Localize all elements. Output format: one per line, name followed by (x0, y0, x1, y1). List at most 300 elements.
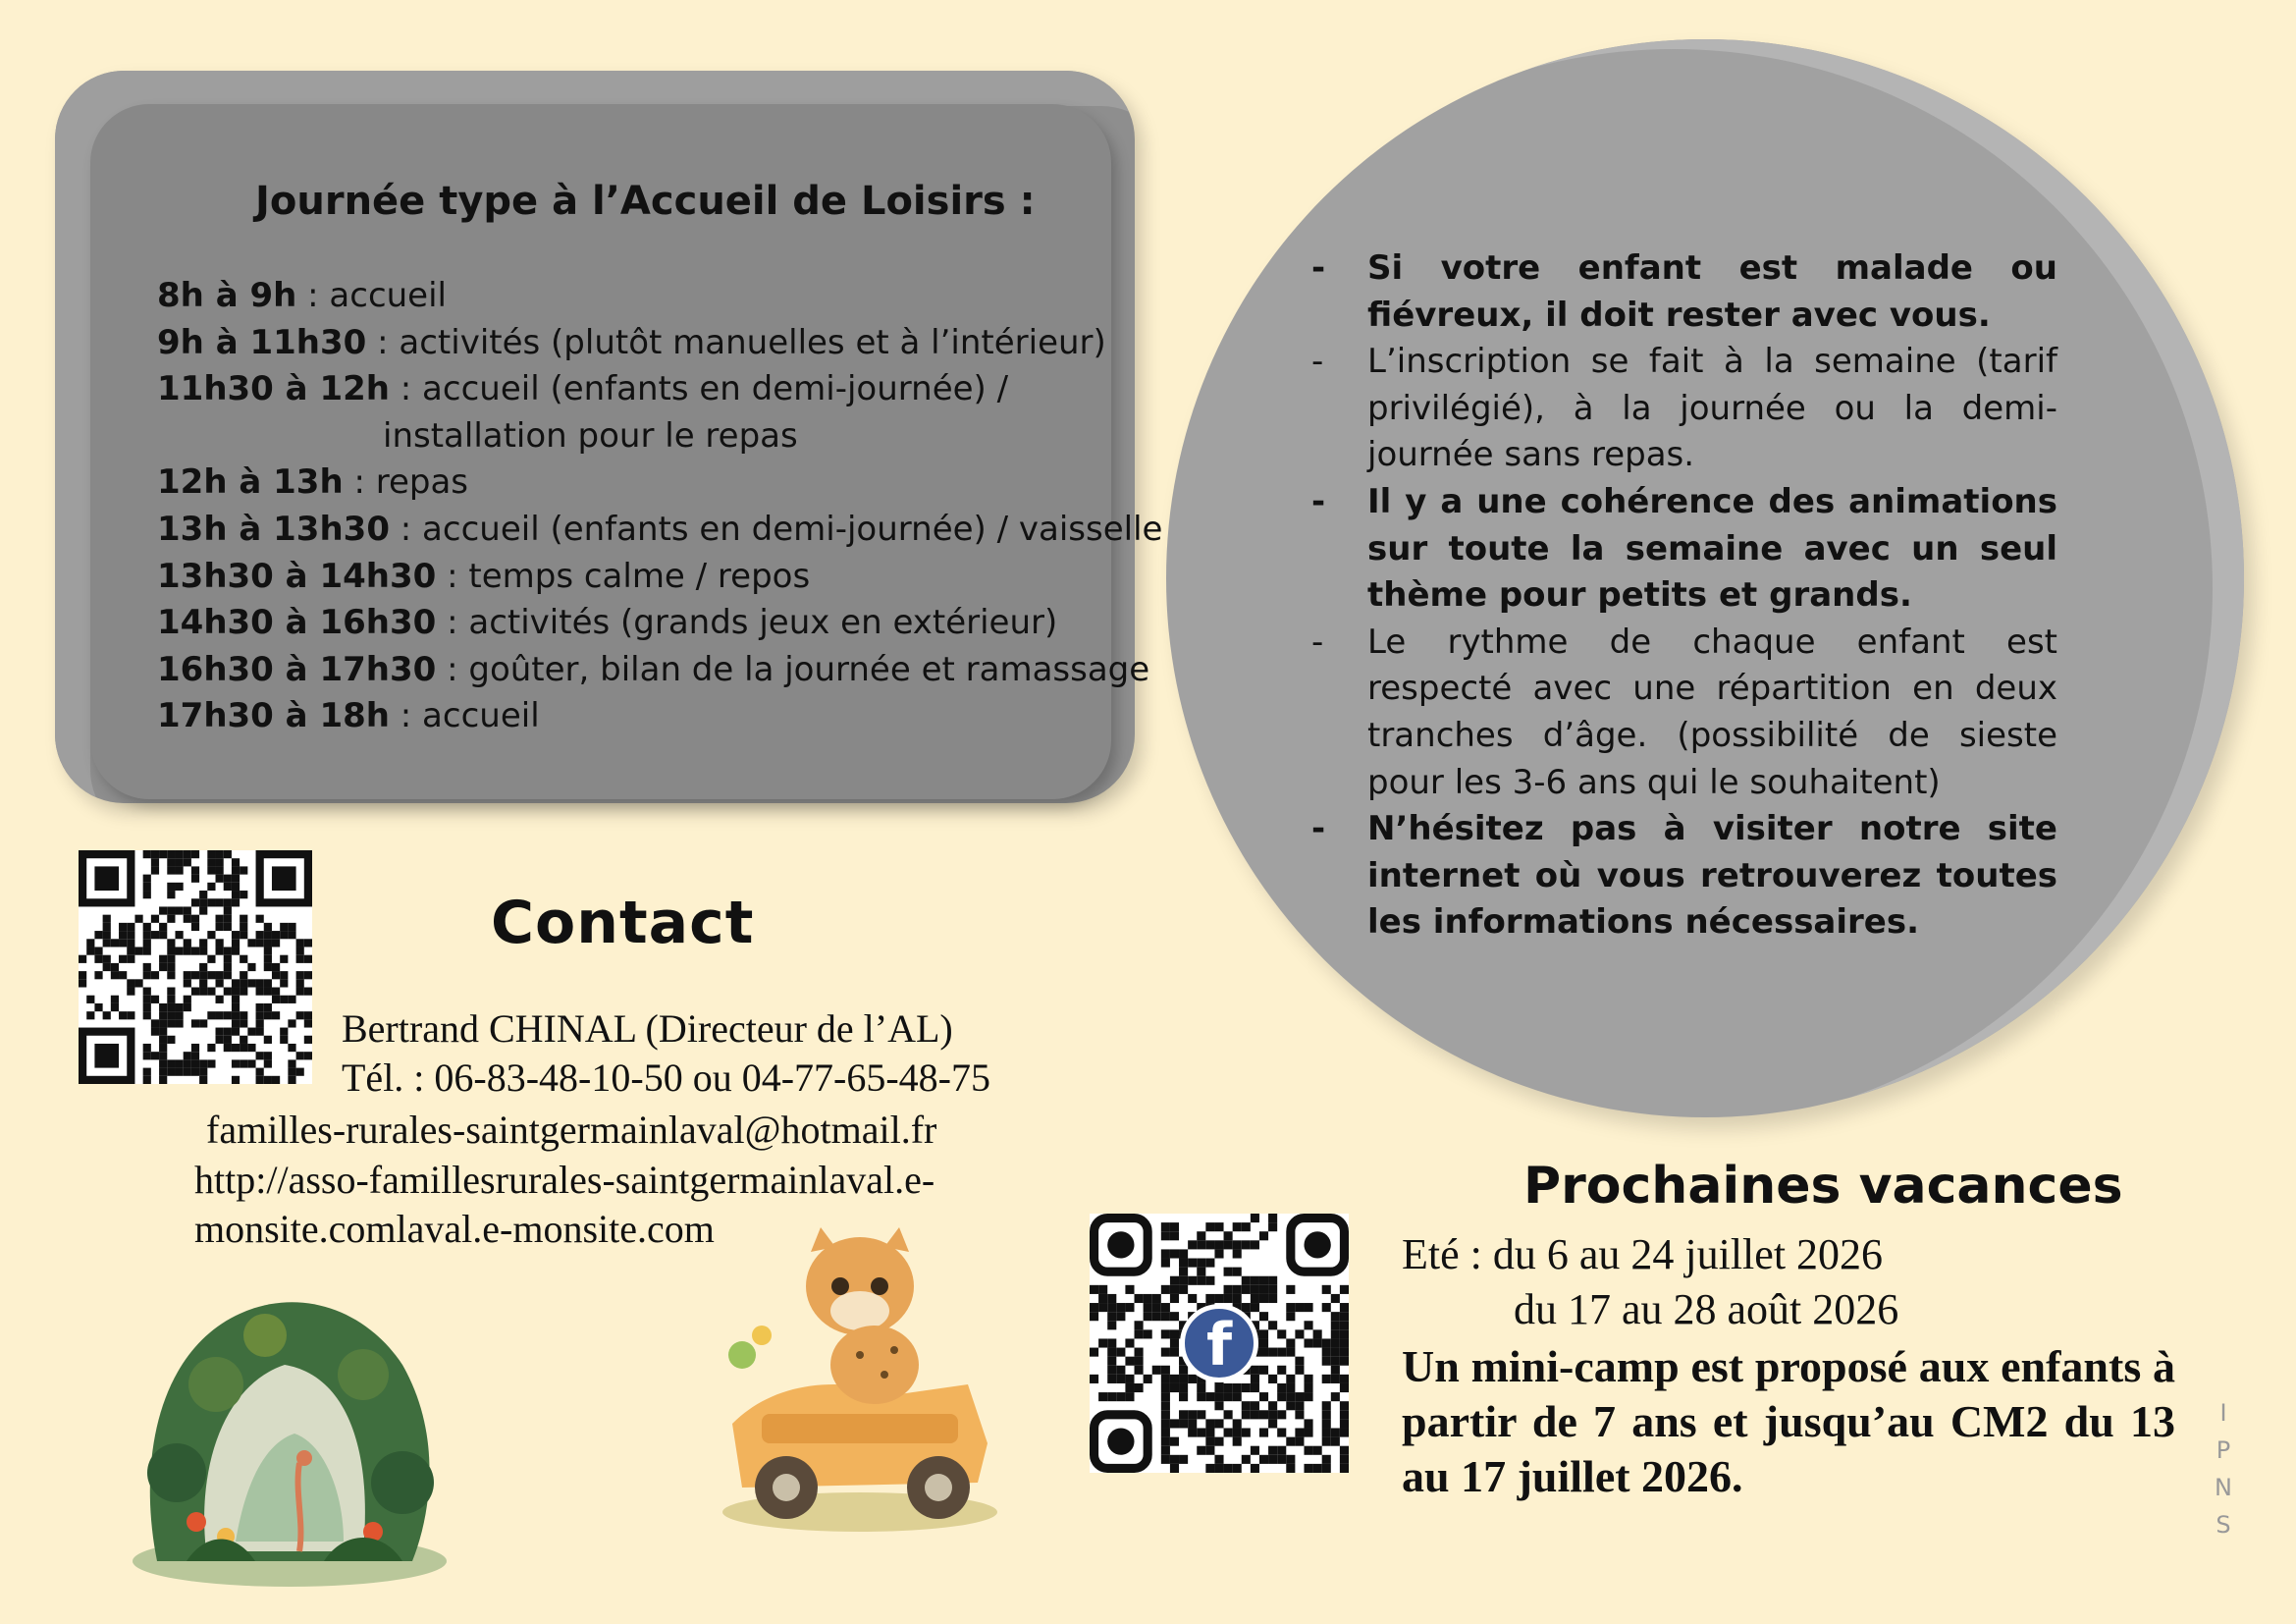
qr-module (1242, 1455, 1251, 1464)
qr-module (1135, 1357, 1144, 1366)
qr-module (304, 1011, 312, 1019)
qr-module (256, 1052, 264, 1059)
qr-module (224, 947, 232, 954)
qr-module (1331, 1329, 1340, 1338)
qr-module (143, 891, 151, 898)
qr-module (1304, 1383, 1312, 1392)
qr-module (151, 866, 159, 874)
qr-module (175, 866, 183, 874)
contact-url-line2[interactable]: monsite.comlaval.e-monsite.com (194, 1207, 715, 1251)
qr-module (1179, 1419, 1188, 1428)
qr-module (159, 963, 167, 971)
qr-module (1205, 1294, 1214, 1303)
qr-module (1107, 1338, 1116, 1347)
qr-module (103, 915, 111, 923)
qr-module (1340, 1455, 1349, 1464)
qr-module (296, 955, 304, 963)
qr-module (1304, 1392, 1312, 1401)
qr-module (1322, 1419, 1331, 1428)
jungle-illustration (118, 1267, 461, 1591)
qr-module (288, 1068, 295, 1076)
qr-module (1340, 1419, 1349, 1428)
qr-module (1152, 1294, 1161, 1303)
qr-module (1242, 1240, 1251, 1249)
qr-module (143, 931, 151, 939)
qr-module (167, 906, 175, 914)
qr-module (167, 947, 175, 954)
qr-module (175, 1011, 183, 1019)
qr-module (143, 875, 151, 883)
qr-module (1214, 1240, 1223, 1249)
qr-module (264, 955, 272, 963)
qr-module (191, 988, 199, 996)
qr-module (1233, 1392, 1242, 1401)
qr-module (184, 947, 191, 954)
qr-module (159, 1011, 167, 1019)
qr-module (94, 955, 102, 963)
qr-module (1179, 1392, 1188, 1401)
qr-module (216, 1028, 224, 1036)
qr-module (1233, 1428, 1242, 1436)
qr-module (240, 971, 247, 979)
qr-module (1331, 1437, 1340, 1446)
qr-module (1322, 1410, 1331, 1419)
qr-module (1144, 1294, 1152, 1303)
qr-module (280, 955, 288, 963)
qr-module (207, 1059, 215, 1067)
qr-module (1259, 1455, 1268, 1464)
qr-module (1268, 1285, 1277, 1294)
qr-module (264, 931, 272, 939)
website-qr-code-icon[interactable] (79, 850, 312, 1084)
qr-module (1107, 1357, 1116, 1366)
qr-module (1188, 1410, 1197, 1419)
qr-module (143, 1068, 151, 1076)
qr-module (1188, 1276, 1197, 1285)
qr-module (159, 1019, 167, 1027)
qr-module (224, 1028, 232, 1036)
qr-module (264, 939, 272, 947)
qr-module (1304, 1419, 1312, 1428)
qr-module (199, 971, 207, 979)
qr-module (232, 1059, 240, 1067)
qr-module (280, 931, 288, 939)
qr-module (1322, 1348, 1331, 1357)
qr-module (159, 906, 167, 914)
qr-module (103, 1011, 111, 1019)
qr-module (184, 1052, 191, 1059)
qr-module (1179, 1375, 1188, 1383)
qr-module (191, 1044, 199, 1052)
qr-module (1205, 1240, 1214, 1249)
qr-module (1179, 1276, 1188, 1285)
schedule-list (157, 273, 1162, 740)
qr-module (232, 858, 240, 866)
qr-module (1098, 1392, 1107, 1401)
qr-module (1224, 1285, 1233, 1294)
facebook-icon: f (1180, 1304, 1258, 1382)
qr-module (1268, 1375, 1277, 1383)
qr-module (94, 947, 102, 954)
qr-module (1259, 1231, 1268, 1240)
qr-module (1214, 1419, 1223, 1428)
qr-module (167, 1036, 175, 1044)
qr-module (1251, 1276, 1259, 1285)
qr-module (127, 955, 134, 963)
qr-module (1116, 1392, 1125, 1401)
qr-module (296, 988, 304, 996)
qr-module (216, 915, 224, 923)
qr-module (1277, 1446, 1286, 1455)
qr-module (151, 1028, 159, 1036)
qr-module (216, 875, 224, 883)
qr-module (1135, 1348, 1144, 1357)
qr-module (1135, 1366, 1144, 1375)
qr-module (224, 883, 232, 891)
qr-module (175, 883, 183, 891)
qr-module (159, 1059, 167, 1067)
qr-module (207, 866, 215, 874)
qr-module (167, 988, 175, 996)
qr-module (175, 1068, 183, 1076)
qr-module (1259, 1285, 1268, 1294)
qr-module (264, 988, 272, 996)
qr-module (1161, 1446, 1170, 1455)
qr-module (1304, 1338, 1312, 1347)
qr-module (184, 906, 191, 914)
qr-module (1331, 1294, 1340, 1303)
qr-module (1161, 1375, 1170, 1383)
qr-module (304, 1036, 312, 1044)
schedule-item: 9h à 11h30 : activités (plutôt manuelles et à l’intérieur) (157, 322, 1106, 362)
qr-module (296, 971, 304, 979)
qr-module (1331, 1392, 1340, 1401)
qr-module (1242, 1222, 1251, 1231)
vacances-line2: du 17 au 28 août 2026 (1514, 1285, 1899, 1333)
qr-module (216, 996, 224, 1003)
qr-module (103, 955, 111, 963)
qr-module (272, 939, 280, 947)
qr-module (1197, 1276, 1205, 1285)
qr-module (1331, 1321, 1340, 1329)
qr-module (1170, 1231, 1179, 1240)
qr-module (1170, 1455, 1179, 1464)
qr-module (127, 923, 134, 931)
qr-module (1331, 1375, 1340, 1383)
qr-module (288, 931, 295, 939)
qr-finder (260, 854, 308, 902)
qr-module (167, 955, 175, 963)
qr-module (1205, 1428, 1214, 1436)
qr-module (296, 979, 304, 987)
qr-module (1214, 1294, 1223, 1303)
qr-module (167, 883, 175, 891)
qr-module (1224, 1268, 1233, 1276)
qr-module (256, 1019, 264, 1027)
qr-module (304, 988, 312, 996)
qr-module (216, 866, 224, 874)
qr-module (1161, 1392, 1170, 1401)
qr-module (143, 996, 151, 1003)
qr-module (199, 963, 207, 971)
qr-module (111, 1003, 119, 1011)
qr-module (232, 988, 240, 996)
qr-module (1188, 1428, 1197, 1436)
qr-module (304, 1019, 312, 1027)
qr-module (304, 971, 312, 979)
qr-module (175, 947, 183, 954)
qr-module (288, 1044, 295, 1052)
qr-module (127, 1011, 134, 1019)
qr-module (1116, 1312, 1125, 1321)
qr-module (1161, 1222, 1170, 1231)
qr-module (1259, 1428, 1268, 1436)
qr-module (134, 947, 142, 954)
qr-module (143, 923, 151, 931)
qr-module (119, 939, 127, 947)
qr-module (199, 1019, 207, 1027)
qr-module (167, 915, 175, 923)
qr-module (247, 1059, 255, 1067)
qr-module (207, 858, 215, 866)
qr-module (1233, 1249, 1242, 1258)
qr-module (119, 923, 127, 931)
qr-module (159, 1044, 167, 1052)
qr-module (1340, 1329, 1349, 1338)
qr-module (1295, 1428, 1304, 1436)
qr-module (240, 1044, 247, 1052)
qr-module (199, 898, 207, 906)
qr-module (175, 1003, 183, 1011)
qr-module (1214, 1222, 1223, 1231)
qr-module (127, 931, 134, 939)
info-item: - N’hésitez pas à visiter notre site internet où vous retrouverez toutes les informations nécessaires. (1311, 806, 2057, 947)
qr-module (1179, 1249, 1188, 1258)
qr-module (264, 923, 272, 931)
qr-module (191, 1019, 199, 1027)
qr-module (191, 1068, 199, 1076)
qr-module (256, 931, 264, 939)
qr-module (224, 963, 232, 971)
qr-module (1107, 1375, 1116, 1383)
qr-module (1340, 1348, 1349, 1357)
qr-finder (1291, 1218, 1345, 1272)
qr-module (1340, 1464, 1349, 1473)
qr-module (288, 1076, 295, 1084)
qr-module (256, 988, 264, 996)
qr-module (184, 1059, 191, 1067)
qr-module (1188, 1294, 1197, 1303)
qr-module (134, 915, 142, 923)
qr-module (1144, 1375, 1152, 1383)
qr-module (191, 1059, 199, 1067)
qr-module (224, 906, 232, 914)
qr-module (1214, 1249, 1223, 1258)
qr-module (167, 996, 175, 1003)
qr-module (240, 866, 247, 874)
qr-module (86, 939, 94, 947)
qr-module (159, 850, 167, 858)
qr-module (1277, 1366, 1286, 1375)
qr-module (272, 1011, 280, 1019)
qr-module (1098, 1338, 1107, 1347)
qr-module (216, 1036, 224, 1044)
qr-module (1295, 1303, 1304, 1312)
qr-module (79, 979, 86, 987)
qr-module (1233, 1419, 1242, 1428)
qr-code-graphic (79, 850, 312, 1084)
qr-module (1214, 1401, 1223, 1410)
facebook-qr-code-icon[interactable] (1090, 1214, 1349, 1473)
qr-module (94, 1003, 102, 1011)
qr-module (1233, 1437, 1242, 1446)
qr-module (240, 979, 247, 987)
qr-module (1313, 1329, 1322, 1338)
qr-module (1161, 1329, 1170, 1338)
qr-module (1188, 1375, 1197, 1383)
qr-module (1170, 1285, 1179, 1294)
qr-module (207, 955, 215, 963)
qr-module (240, 1059, 247, 1067)
qr-module (159, 1036, 167, 1044)
qr-module (240, 1011, 247, 1019)
qr-module (1135, 1294, 1144, 1303)
qr-module (224, 923, 232, 931)
qr-module (1152, 1312, 1161, 1321)
qr-module (1242, 1401, 1251, 1410)
qr-module (159, 1076, 167, 1084)
qr-module (240, 988, 247, 996)
qr-module (167, 939, 175, 947)
qr-module (1224, 1294, 1233, 1303)
qr-module (224, 875, 232, 883)
qr-module (1197, 1259, 1205, 1268)
qr-module (224, 1044, 232, 1052)
qr-module (280, 923, 288, 931)
qr-module (1340, 1303, 1349, 1312)
qr-module (1322, 1437, 1331, 1446)
qr-module (1179, 1259, 1188, 1268)
qr-module (280, 979, 288, 987)
qr-module (1224, 1383, 1233, 1392)
qr-module (1251, 1375, 1259, 1383)
qr-module (1286, 1338, 1295, 1347)
qr-module (1125, 1383, 1134, 1392)
qr-module (256, 1076, 264, 1084)
qr-module (288, 996, 295, 1003)
qr-module (151, 996, 159, 1003)
qr-module (1144, 1312, 1152, 1321)
qr-module (304, 1052, 312, 1059)
qr-module (1125, 1392, 1134, 1401)
qr-module (232, 939, 240, 947)
qr-module (1135, 1383, 1144, 1392)
qr-module (232, 931, 240, 939)
qr-module (143, 850, 151, 858)
qr-module (1322, 1285, 1331, 1294)
qr-module (1286, 1392, 1295, 1401)
qr-module (199, 939, 207, 947)
qr-module (167, 1019, 175, 1027)
qr-module (1295, 1437, 1304, 1446)
qr-module (247, 979, 255, 987)
qr-module (1224, 1464, 1233, 1473)
qr-module (1331, 1357, 1340, 1366)
qr-module (1197, 1268, 1205, 1276)
qr-module (191, 898, 199, 906)
qr-module (1340, 1357, 1349, 1366)
qr-module (1170, 1312, 1179, 1321)
qr-module (232, 898, 240, 906)
qr-module (1322, 1455, 1331, 1464)
qr-module (1107, 1321, 1116, 1329)
qr-module (1259, 1366, 1268, 1375)
qr-module (167, 891, 175, 898)
qr-module (1161, 1249, 1170, 1258)
qr-module (1197, 1446, 1205, 1455)
qr-module (159, 923, 167, 931)
schedule-item: 8h à 9h : accueil (157, 276, 447, 315)
qr-module (256, 915, 264, 923)
qr-module (1259, 1410, 1268, 1419)
qr-module (143, 1052, 151, 1059)
qr-module (296, 939, 304, 947)
qr-module (1268, 1446, 1277, 1455)
qr-module (1224, 1231, 1233, 1240)
qr-module (1313, 1446, 1322, 1455)
qr-module (1179, 1268, 1188, 1276)
qr-module (1233, 1222, 1242, 1231)
contact-url-line1[interactable]: http://asso-famillesrurales-saintgermainlaval.e- (194, 1158, 935, 1202)
qr-module (1179, 1455, 1188, 1464)
qr-module (240, 931, 247, 939)
qr-module (288, 1019, 295, 1027)
qr-module (1313, 1464, 1322, 1473)
qr-module (232, 1019, 240, 1027)
qr-module (184, 939, 191, 947)
qr-module (1161, 1312, 1170, 1321)
qr-module (167, 1068, 175, 1076)
qr-module (232, 866, 240, 874)
qr-module (175, 1059, 183, 1067)
qr-module (1251, 1214, 1259, 1222)
qr-module (264, 947, 272, 954)
qr-module (1214, 1437, 1223, 1446)
qr-module (1107, 1294, 1116, 1303)
qr-module (184, 850, 191, 858)
contact-email[interactable]: familles-rurales-saintgermainlaval@hotmail.fr (206, 1108, 937, 1152)
qr-module (199, 906, 207, 914)
qr-module (1295, 1401, 1304, 1410)
qr-module (1251, 1446, 1259, 1455)
qr-module (296, 1011, 304, 1019)
qr-module (1161, 1419, 1170, 1428)
qr-module (1170, 1375, 1179, 1383)
qr-module (159, 1068, 167, 1076)
qr-module (1242, 1383, 1251, 1392)
vacances-line1: Eté : du 6 au 24 juillet 2026 (1402, 1230, 1884, 1278)
qr-module (1107, 1392, 1116, 1401)
qr-module (240, 1019, 247, 1027)
qr-module (264, 1052, 272, 1059)
qr-module (134, 979, 142, 987)
qr-module (1205, 1419, 1214, 1428)
qr-module (224, 850, 232, 858)
qr-module (1322, 1375, 1331, 1383)
qr-module (280, 1028, 288, 1036)
qr-module (151, 1052, 159, 1059)
qr-module (184, 971, 191, 979)
